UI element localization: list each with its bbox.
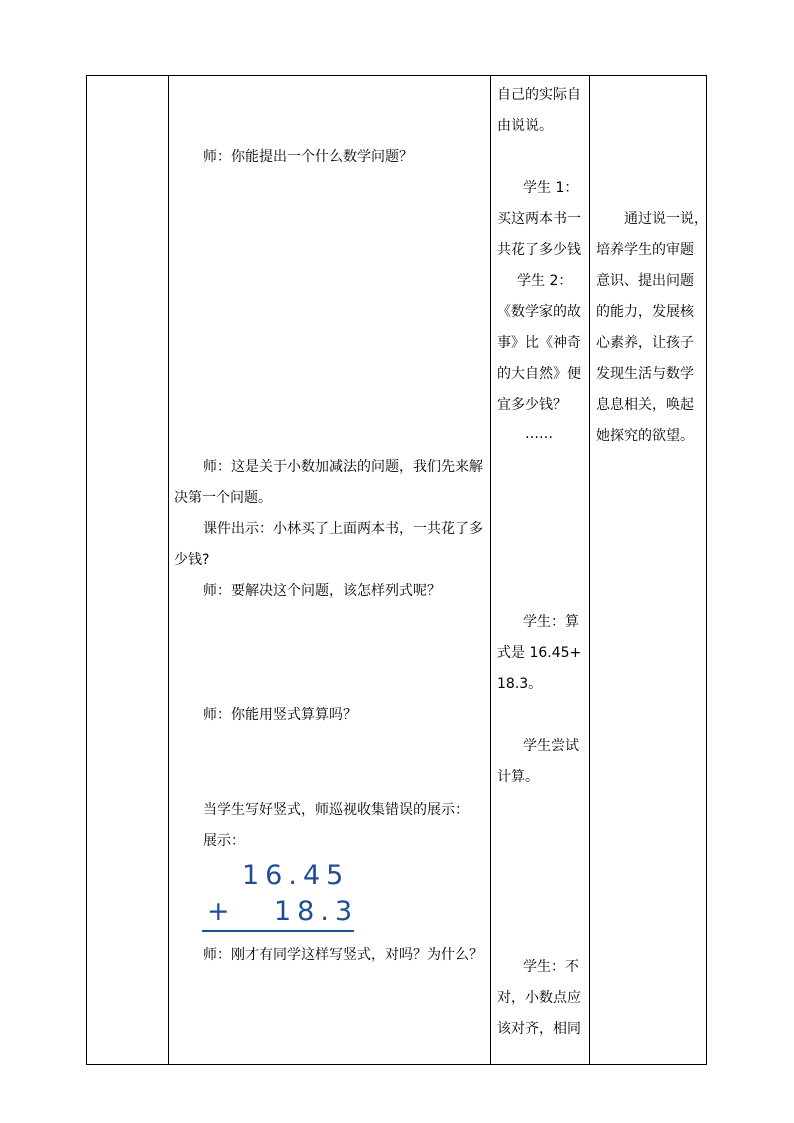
student-2-line: 《数学家的故 xyxy=(497,304,581,320)
courseware-prompt: 课件出示：小林买了上面两本书，一共花了多 xyxy=(203,521,483,537)
column-divider-3 xyxy=(589,76,590,1064)
design-note-line: 息息相关，唤起 xyxy=(596,397,694,413)
student-1-line: 买这两本书一 xyxy=(497,211,581,227)
student-2-ellipsis: …… xyxy=(525,426,553,442)
student-formula-line: 式是 16.45+ xyxy=(497,645,582,661)
student-formula-line: 学生：算 xyxy=(523,614,579,630)
student-try-line: 学生尝试 xyxy=(523,738,579,754)
design-note-line: 发现生活与数学 xyxy=(596,366,694,382)
vertical-calc-underline xyxy=(202,930,354,932)
teacher-question-1: 师：你能提出一个什么数学问题？ xyxy=(203,149,413,165)
design-note-line: 的能力，发展核 xyxy=(596,304,694,320)
courseware-prompt-cont: 少钱? xyxy=(174,552,210,568)
teacher-question-2: 师：这是关于小数加减法的问题，我们先来解 xyxy=(203,459,483,475)
student-1-line: 共花了多少钱 xyxy=(497,242,581,258)
column-divider-2 xyxy=(490,76,491,1064)
student-activity-line: 由说说。 xyxy=(497,118,553,134)
teacher-question-5: 师：刚才有同学这样写竖式，对吗？为什么？ xyxy=(203,947,483,963)
student-1-label: 学生 1： xyxy=(523,180,579,196)
design-note-line: 意识、提出问题 xyxy=(596,273,694,289)
teacher-question-3: 师：要解决这个问题，该怎样列式呢？ xyxy=(203,583,441,599)
student-try-line: 计算。 xyxy=(497,769,539,785)
design-note-line: 培养学生的审题 xyxy=(596,242,694,258)
vertical-calc-top: 16.45 xyxy=(242,860,350,891)
student-activity-line: 自己的实际自 xyxy=(497,87,581,103)
student-2-label: 学生 2： xyxy=(517,273,573,289)
teacher-question-2-cont: 决第一个问题。 xyxy=(174,490,272,506)
design-note-line: 通过说一说， xyxy=(624,211,708,227)
student-2-line: 事》比《神奇 xyxy=(497,335,581,351)
student-formula-line: 18.3。 xyxy=(497,676,543,692)
design-note-line: 心素养，让孩子 xyxy=(596,335,694,351)
show-label: 展示： xyxy=(203,833,245,849)
design-note-line: 她探究的欲望。 xyxy=(596,428,694,444)
student-2-line: 的大自然》便 xyxy=(497,366,581,382)
lesson-table xyxy=(86,75,707,1065)
student-answer-line: 该对齐，相同 xyxy=(497,1021,581,1037)
teacher-question-4: 师：你能用竖式算算吗？ xyxy=(203,707,357,723)
vertical-calc-plus: + xyxy=(207,896,236,927)
student-answer-line: 对，小数点应 xyxy=(497,990,581,1006)
student-2-line: 宜多少钱？ xyxy=(497,397,567,413)
vertical-calc-bottom: 18.3 xyxy=(274,896,359,927)
student-answer-line: 学生：不 xyxy=(523,959,579,975)
column-divider-1 xyxy=(168,76,169,1064)
collect-errors-text: 当学生写好竖式，师巡视收集错误的展示： xyxy=(203,802,469,818)
